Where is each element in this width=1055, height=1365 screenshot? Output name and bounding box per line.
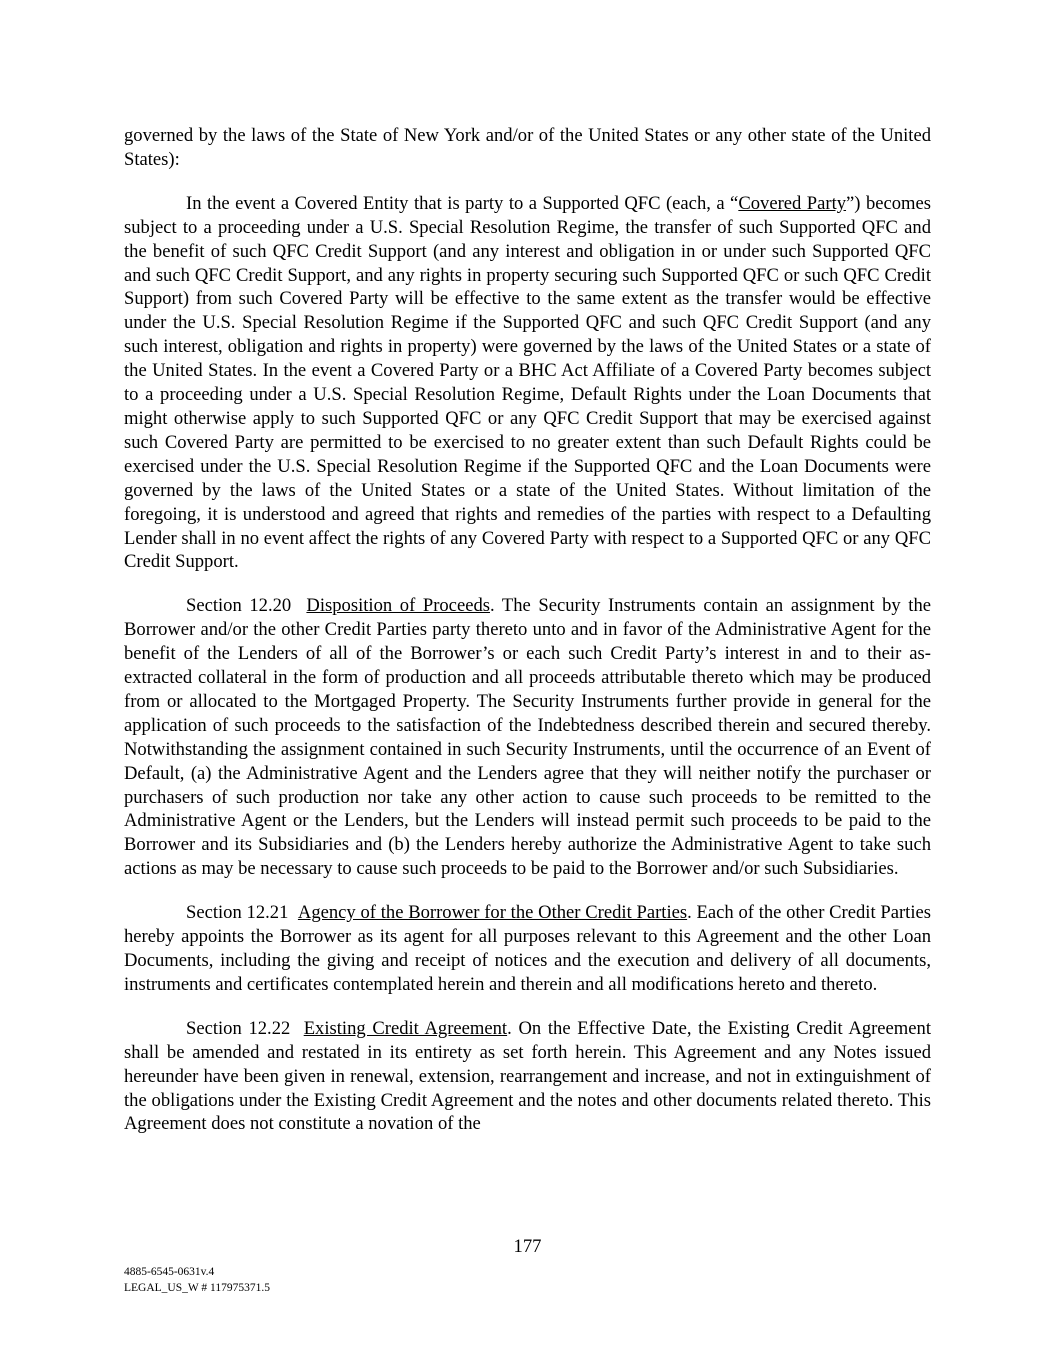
page-number: 177	[513, 1236, 542, 1257]
section-body: . On the Effective Date, the Existing Credit Agreement shall be amended and restated in its entirety as set forth herein. This Agreement and any Notes issued hereunder have been given in renewal, extension, rearrangement and increase, and not in extinguishment of the obligations under the Existing Credit Agreement and the notes and other documents related thereto. This Agreement does not constitute a novation of the	[124, 1017, 931, 1135]
defined-term-covered-party: Covered Party	[738, 192, 847, 214]
document-page	[124, 124, 931, 1156]
section-12-21	[124, 901, 931, 997]
footer-legal-id: LEGAL_US_W # 117975371.5	[124, 1282, 270, 1294]
section-body: . The Security Instruments contain an assignment by the Borrower and/or the other Credit Parties party thereto unto and in favor of the Administrative Agent for the benefit of the Lenders of all of the Borrower’s or each such Credit Party’s interest in and to their as-extracted collateral in the form of production and all proceeds attributable thereto which may be produced from or allocated to the Mortgaged Property. The Security Instruments further provide in general for the application of such proceeds to the satisfaction of the Indebtedness described therein and secured thereby. Notwithstanding the assignment contained in such Security Instruments, until the occurrence of an Event of Default, (a) the Administrative Agent and the Lenders agree that they will neither notify the purchaser or purchasers of such production nor take any other action to cause such proceeds to be remitted to the Administrative Agent or the Lenders, but the Lenders will instead permit such proceeds to be paid to the Borrower and its Subsidiaries and (b) the Lenders hereby authorize the Administrative Agent to take such actions as may be necessary to cause such proceeds to be paid to the Borrower and/or such Subsidiaries.	[124, 595, 931, 880]
footer-doc-id: 4885-6545-0631v.4	[124, 1266, 215, 1278]
section-heading: Agency of the Borrower for the Other Credit Parties	[297, 902, 688, 924]
section-number: Section 12.21	[186, 902, 289, 924]
paragraph-covered-party-body: ”) becomes subject to a proceeding under a U.S. Special Resolution Regime, the transfer of such Supported QFC and the benefit of such QFC Credit Support (and any interest and obligation in or under such Supported QFC and such QFC Credit Support, and any rights in property securing such Supported QFC or such QFC Credit Support) from such Covered Party will be effective to the same extent as the transfer would be effective under the U.S. Special Resolution Regime if the Supported QFC and such QFC Credit Support (and any such interest, obligation and rights in property) were governed by the laws of the United States or a state of the United States. In the event a Covered Party or a BHC Act Affiliate of a Covered Party becomes subject to a proceeding under a U.S. Special Resolution Regime, Default Rights under the Loan Documents that might otherwise apply to such Supported QFC or any QFC Credit Support that may be exercised against such Covered Party are permitted to be exercised to no greater extent than such Default Rights could be exercised under the U.S. Special Resolution Regime if the Supported QFC and the Loan Documents were governed by the laws of the United States or a state of the United States. Without limitation of the foregoing, it is understood and agreed that rights and remedies of the parties with respect to a Defaulting Lender shall in no event affect the rights of any Covered Party with respect to a Supported QFC or any QFC Credit Support.	[124, 192, 931, 573]
section-number: Section 12.20	[186, 595, 292, 617]
section-12-20	[124, 594, 931, 881]
section-12-22	[124, 1017, 931, 1137]
section-body: . Each of the other Credit Parties hereby appoints the Borrower as its agent for all purposes relevant to this Agreement and the other Loan Documents, including the giving and receipt of notices and the execution and delivery of all documents, instruments and certificates contemplated herein and therein and all modifications hereto and thereto.	[124, 902, 931, 995]
paragraph-covered-party-lead: In the event a Covered Entity that is party to a Supported QFC (each, a “	[186, 192, 739, 214]
section-number: Section 12.22	[186, 1017, 291, 1039]
section-heading: Disposition of Proceeds	[306, 595, 490, 617]
document-footer	[124, 1264, 270, 1296]
paragraph-covered-party	[124, 192, 931, 575]
section-heading: Existing Credit Agreement	[303, 1017, 508, 1039]
paragraph-continuation: governed by the laws of the State of New York and/or of the United States or any other state of the United States):	[124, 125, 931, 170]
